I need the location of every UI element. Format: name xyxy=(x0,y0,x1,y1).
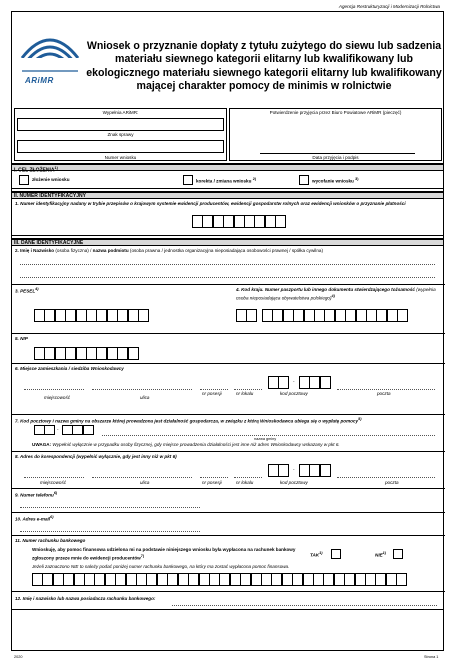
checkbox-correction[interactable] xyxy=(183,175,193,185)
bank-account-label: 11. Numer rachunku bankowego xyxy=(15,538,86,543)
corr-city-caption: miejscowość xyxy=(40,480,67,485)
corr-house-line[interactable] xyxy=(200,477,228,478)
section-identification: III. DANE IDENTYFIKACYJNE 2. Imię i Nazwisko (osoba fizyczna) / nazwa podmiotu (osoba prawna / jednostka organizacyjna nieposiadająca osobowości prawnej / spółka cywilna) 3. PESEL$^{4)}$ 4. Kod kraju. Numer paszportu lub innego dokumentu stwierdzającego tożsamość (wypełnia osoba nieposiadająca obywatelstwa polskiego)$^{4)}$ 5. NIP 6. Miejsce zamieszkania / siedziba Wnioskodawcy - miejscowość ulica nr posesji nr lokalu kod pocztowy poczta 7. Kod pocztowy i nazwa gminy na obszarze której prowadzona jest działalność gospodarcza, w związku z którą Wnioskodawca ubiega się o wypłatę pomocy$^{5)}$ - nazwa gminy UWAGA: Wypełnić wyłącznie w przypadku osoby fizycznej, gdy miejsce prowadzenia działalności jest inne niż adres Wnioskodawcy wskazany w pkt 6. 8. Adres do korespondencji (wypełnić wyłącznie, gdy jest inny niż w pkt 6) - miejscowość ulica nr posesji nr lokalu kod pocztowy poczta 9. Numer telefonu$^{6)}$ 10. Adres e-mail$^{6)}$ 11. Numer rachunku bankowego Wnioskuję, aby pomoc finansowa udzielona mi na podstawie niniejszego wniosku była wypłacona na rachunek bankowy zgłoszony przeze mnie do ewidencji producentów$^{7)}$ TAK$^{1)}$ NIE$^{1)}$ Jeżeli zaznaczono NIE to należy podać poniżej numer rachunku bankowego, na który ma zostać wypłacona pomoc finansowa. 12. Imię i nazwisko lub nazwa posiadacza rachunku bankowego: xyxy=(11,238,444,610)
address-city-line[interactable] xyxy=(24,389,84,390)
address-city-caption: miejscowość xyxy=(44,395,71,400)
corr-post-line[interactable] xyxy=(337,477,435,478)
address-post-line[interactable] xyxy=(337,389,435,390)
corr-street-caption: ulica xyxy=(140,480,150,485)
corr-post-caption: poczta xyxy=(385,480,399,485)
country-code-cells[interactable] xyxy=(236,309,257,322)
name-line-2[interactable] xyxy=(20,277,435,278)
corr-street-line[interactable] xyxy=(92,477,192,478)
application-number-label: Numer wniosku xyxy=(104,155,137,160)
case-sign-label: Znak sprawy xyxy=(107,132,134,137)
section-id-number-title: II. NUMER IDENTYFIKACYJNY xyxy=(12,192,443,199)
checkbox-withdraw[interactable] xyxy=(299,175,309,185)
address-flat-caption: nr lokalu xyxy=(236,391,254,396)
section-purpose-title: I. CEL ZŁOŻENIA$^{1)}$ xyxy=(12,164,443,171)
phone-line[interactable] xyxy=(20,507,200,508)
receipt-box-title: Potwierdzenie przyjęcia przez Biuro Powiatowe ARiMR (pieczęć) xyxy=(269,110,402,115)
municipality-label: 7. Kod pocztowy i nazwa gminy na obszarze której prowadzona jest działalność gospodarcza, w związku z którą Wnioskodawca ubiega się o wypłatę pomocy$^{5)}$ xyxy=(15,417,362,424)
section-purpose xyxy=(11,163,444,189)
corr-flat-caption: nr lokalu xyxy=(236,480,254,485)
passport-label: 4. Kod kraju. Numer paszportu lub innego dokumentu stwierdzającego tożsamość (wypełnia osoba nieposiadająca obywatelstwa polskiego)$^{4)}$ xyxy=(236,287,436,301)
address-house-caption: nr posesji xyxy=(202,391,222,396)
corr-flat-line[interactable] xyxy=(234,477,262,478)
option-withdraw-label: wycofanie wniosku $^{3)}$ xyxy=(312,177,359,184)
checkbox-yes[interactable] xyxy=(331,549,341,559)
receipt-box xyxy=(229,108,442,161)
address-zip-cells[interactable] xyxy=(268,376,289,389)
option-no-label: NIE$^{1)}$ xyxy=(375,551,387,558)
corr-zip-caption: kod pocztowy xyxy=(280,480,308,485)
section-id-number xyxy=(11,191,444,236)
address-flat-line[interactable] xyxy=(234,389,262,390)
arimr-box-title: Wypełnia ARiMR: xyxy=(102,110,139,115)
page-title: Wniosek o przyznanie dopłaty z tytułu zużytego do siewu lub sadzenia materiału siewnego kategorii elitarny lub kwalifikowany lub ekologicznego materiału siewnego kategorii elitarny lub kwalifikowany mającej charakter pomocy de minimis w rolnictwie xyxy=(86,40,442,92)
municipality-name-line[interactable] xyxy=(102,435,435,436)
address-zip-caption: kod pocztowy xyxy=(280,391,308,396)
checkbox-no[interactable] xyxy=(393,549,403,559)
section-identification-title: III. DANE IDENTYFIKACYJNE xyxy=(12,239,443,246)
address-house-line[interactable] xyxy=(200,389,228,390)
address-street-caption: ulica xyxy=(140,395,150,400)
municipality-note: UWAGA: Wypełnić wyłącznie w przypadku osoby fizycznej, gdy miejsce prowadzenia działalności jest inne niż adres Wnioskodawcy wskazany w pkt 6. xyxy=(32,442,340,447)
passport-cells[interactable] xyxy=(262,309,408,322)
corr-zip-cells[interactable] xyxy=(268,464,289,477)
receipt-date-label: Data przyjęcia i podpis xyxy=(312,155,359,160)
municipality-name-caption: nazwa gminy xyxy=(254,437,277,441)
account-holder-label: 12. Imię i nazwisko lub nazwa posiadacza rachunku bankowego: xyxy=(15,596,156,601)
phone-label: 9. Numer telefonu$^{6)}$ xyxy=(15,491,58,498)
pesel-label: 3. PESEL$^{4)}$ xyxy=(15,287,39,294)
case-sign-field[interactable] xyxy=(17,118,224,131)
bank-account-question: Wnioskuję, aby pomoc finansowa udzielona mi na podstawie niniejszego wniosku była wypłacona na rachunek bankowy zgłoszony przeze mnie do ewidencji producentów$^{7)}$ xyxy=(32,547,296,561)
bank-account-cells[interactable] xyxy=(32,573,407,586)
email-line[interactable] xyxy=(20,531,200,532)
pesel-cells[interactable] xyxy=(34,309,148,322)
application-number-field[interactable] xyxy=(17,140,224,153)
corr-zip-cells-2[interactable] xyxy=(299,464,330,477)
address-post-caption: poczta xyxy=(377,391,391,396)
agency-name: Agencja Restrukturyzacji i Modernizacji Rolnictwa xyxy=(338,4,440,9)
municipality-zip-cells[interactable] xyxy=(34,425,55,435)
id-number-label: 1. Numer identyfikacyjny nadany w trybie przepisów o krajowym systemie ewidencji producentów, ewidencji gospodarstw rolnych oraz ewidencji wniosków o przyznanie płatności xyxy=(15,201,406,206)
email-label: 10. Adres e-mail$^{6)}$ xyxy=(15,515,54,522)
name-label: 2. Imię i Nazwisko (osoba fizyczna) / nazwa podmiotu (osoba prawna / jednostka organizacyjna nieposiadająca osobowości prawnej / spółka cywilna) xyxy=(15,248,323,253)
corr-city-line[interactable] xyxy=(24,477,84,478)
arimr-logo-icon xyxy=(16,18,84,82)
nip-label: 5. NIP xyxy=(15,336,28,341)
logo-text: ARiMR xyxy=(25,76,54,85)
bank-account-note: Jeżeli zaznaczono NIE to należy podać poniżej numer rachunku bankowego, na który ma zostać wypłacona pomoc finansowa. xyxy=(32,564,290,569)
option-yes-label: TAK$^{1)}$ xyxy=(310,551,323,558)
corr-house-caption: nr posesji xyxy=(202,480,222,485)
arimr-box xyxy=(14,108,227,161)
footer-left: 2020 xyxy=(14,655,23,659)
address-zip-cells-2[interactable] xyxy=(299,376,330,389)
account-holder-line[interactable] xyxy=(172,605,437,606)
municipality-zip-cells-2[interactable] xyxy=(62,425,93,435)
name-line-1[interactable] xyxy=(20,264,435,265)
address-street-line[interactable] xyxy=(92,389,192,390)
checkbox-submit[interactable] xyxy=(19,175,29,185)
option-correction-label: korekta / zmiana wniosku $^{2)}$ xyxy=(196,177,257,184)
id-number-cells[interactable] xyxy=(192,215,286,228)
address-label: 6. Miejsce zamieszkania / siedziba Wnioskodawcy xyxy=(15,366,124,371)
option-submit-label: złożenie wniosku xyxy=(32,177,70,182)
footer-page: Strona 1 xyxy=(424,655,439,659)
nip-cells[interactable] xyxy=(34,347,138,360)
correspondence-label: 8. Adres do korespondencji (wypełnić wyłącznie, gdy jest inny niż w pkt 6) xyxy=(15,454,177,459)
